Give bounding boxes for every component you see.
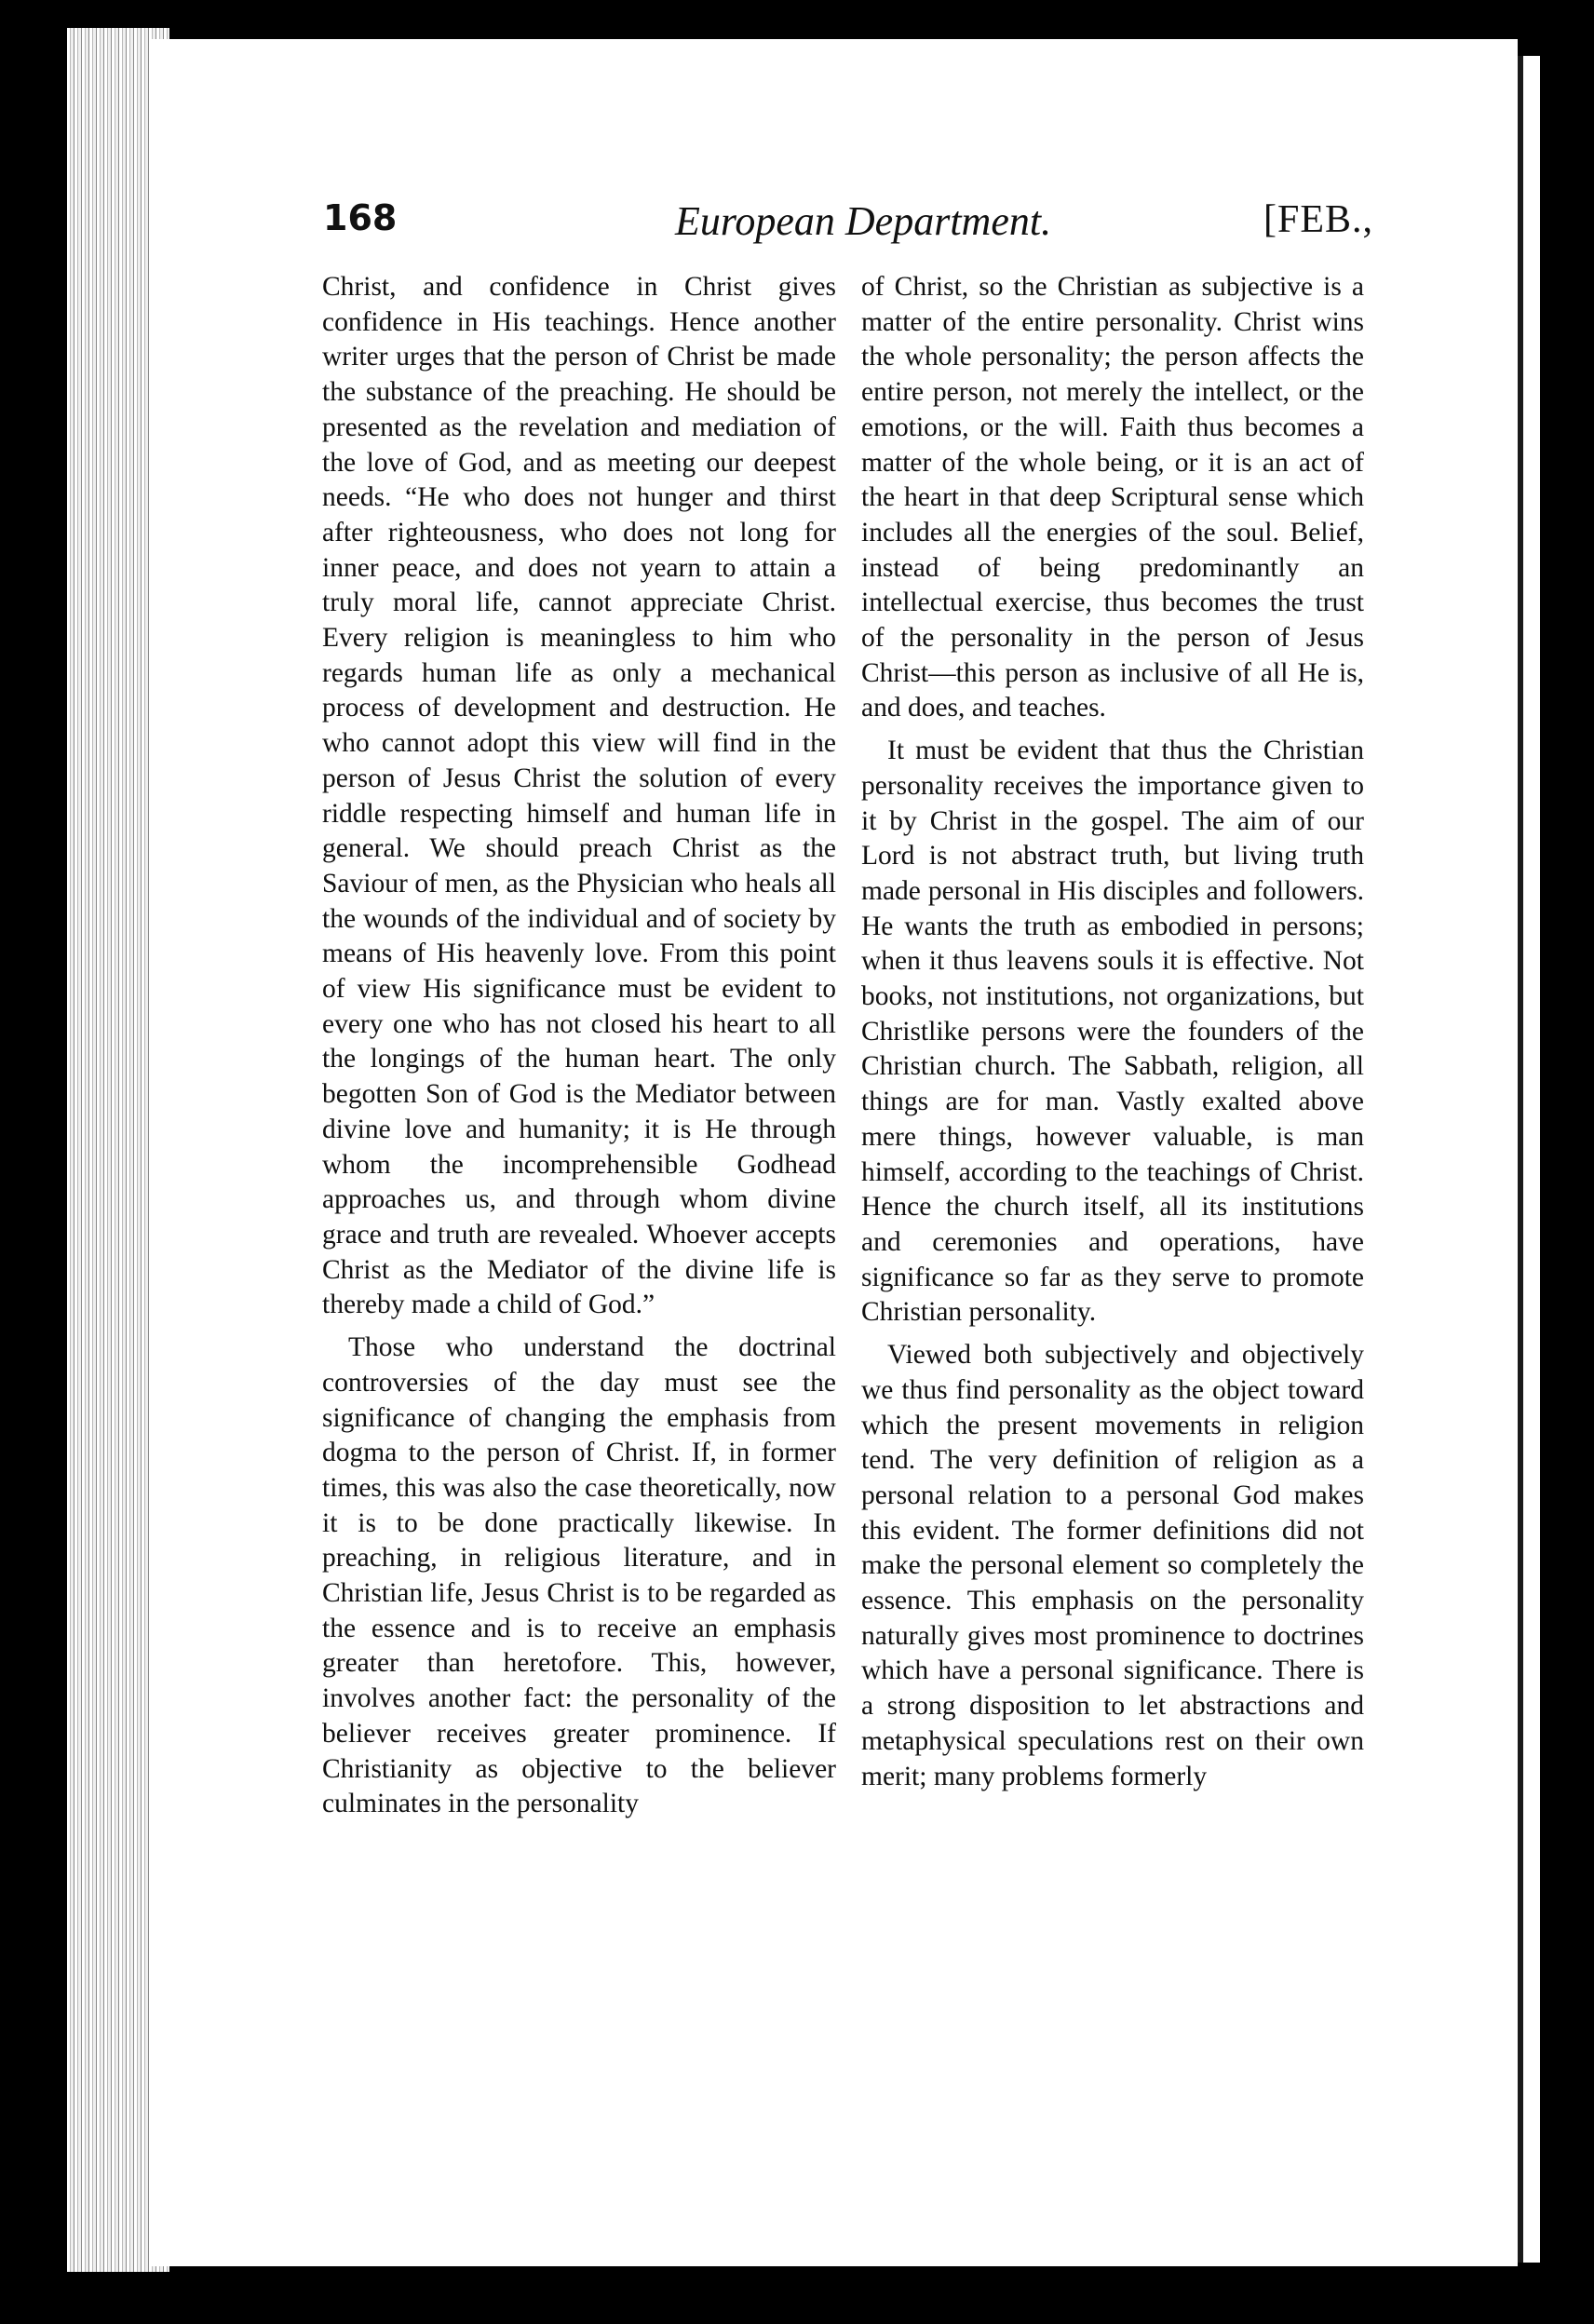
date-mark: [FEB., <box>1263 198 1374 241</box>
paragraph: of Christ, so the Christian as subjective is a matter of the entire personality. Christ wins the whole personality; the person affects the entire person, not merely the intellect, or the emotions, or the will. Faith thus becomes a matter of the whole being, or it is an act of the heart in that deep Scriptural sense which includes all the energies of the soul. Belief, instead of being predominantly an intellectual exercise, thus becomes the trust of the personality in the person of Jesus Christ—this person as inclusive of all He is, and does, and teaches. <box>861 272 1364 723</box>
page-number: 168 <box>323 197 398 238</box>
page-header <box>172 197 1383 253</box>
running-title: European Department. <box>675 198 1052 244</box>
paragraph: Those who understand the doctrinal controversies of the day must see the significance of changing the emphasis from dogma to the person of Christ. If, in former times, this was also the case theoretically, now it is to be done practically likewise. In preaching, in religious literature, and in Christian life, Jesus Christ is to be regarded as the essence and is to receive an emphasis greater than heretofore. This, however, involves another fact: the personality of the believer receives greater prominence. If Christianity as objective to the believer culminates in the personality <box>322 1332 836 1819</box>
paragraph: Viewed both subjectively and objectively we thus find personality as the object toward which the present movements in religion tend. The very definition of religion as a personal relation to a personal God makes this evident. The former definitions did not make the personal element so completely the essence. This emphasis on the personality naturally gives most prominence to doctrines which have a personal significance. There is a strong disposition to let abstractions and metaphysical speculations rest on their own merit; many problems formerly <box>861 1340 1364 1791</box>
left-column <box>322 270 836 1822</box>
paragraph: Christ, and confidence in Christ gives confidence in His teachings. Hence another writer urges that the person of Christ be made the substance of the preaching. He should be presented as the revelation and mediation of the love of God, and as meeting our deepest needs. “He who does not hunger and thirst after righteousness, who does not long for inner peace, and does not yearn to attain a truly moral life, cannot appreciate Christ. Every religion is meaningless to him who regards human life as only a mechanical process of development and destruction. He who cannot adopt this view will find in the person of Jesus Christ the solution of every riddle respecting himself and human life in general. We should preach Christ as the Saviour of men, as the Physician who heals all the wounds of the individual and of society by means of His heavenly love. From this point of view His significance must be evident to every one who has not closed his heart to all the longings of the human heart. The only begotten Son of God is the Mediator between divine love and humanity; it is He through whom the incomprehensible Godhead approaches us, and through whom divine grace and truth are revealed. Whoever accepts Christ as the Mediator of the divine life is thereby made a child of God.” <box>322 272 836 1320</box>
paragraph: It must be evident that thus the Christian personality receives the importance given to it by Christ in the gospel. The aim of our Lord is not abstract truth, but living truth made personal in His disciples and followers. He wants the truth as embodied in persons; when it thus leavens souls it is effective. Not books, not institutions, not organizations, but Christlike persons were the founders of the Christian church. The Sabbath, religion, all things are for man. Vastly exalted above mere things, however valuable, is man himself, according to the teachings of Christ. Hence the church itself, all its institutions and ceremonies and operations, have significance so far as they serve to promote Christian personality. <box>861 736 1364 1328</box>
facing-page-edge <box>1518 56 1540 2263</box>
right-column <box>861 270 1364 1794</box>
